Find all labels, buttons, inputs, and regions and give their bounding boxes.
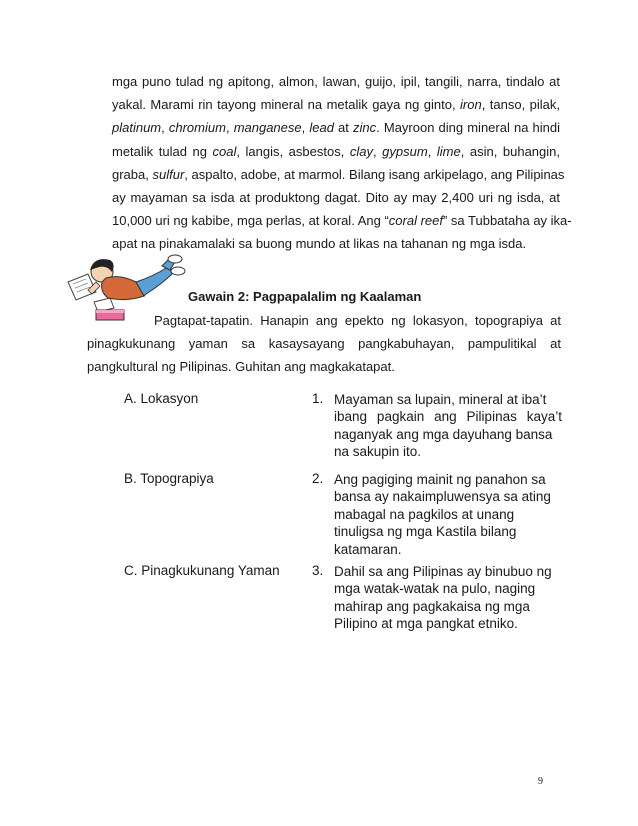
item-line: mabagal na pagkilos at unang xyxy=(334,506,515,522)
item-line: Pilipino at mga pangkat etniko. xyxy=(334,616,518,632)
item-line: Mayaman sa lupain, mineral at iba’t xyxy=(334,392,547,407)
activity-instructions xyxy=(87,309,561,378)
text-segment: 10,000 uri ng kabibe, mga perlas, at koral. Ang “ xyxy=(112,213,389,229)
italic-term: gypsum xyxy=(382,143,428,159)
paragraph-line xyxy=(112,93,560,116)
italic-term: clay xyxy=(349,143,373,159)
match-left-item-c: C. Pinagkukunang Yaman xyxy=(124,563,280,578)
item-number: 2. xyxy=(312,471,324,486)
text-segment: , xyxy=(225,120,234,136)
item-number: 1. xyxy=(312,391,324,406)
text-segment: , aspalto, adobe, at marmol. Bilang isang arkipelago, ang Pilipinas xyxy=(184,166,565,182)
item-line: katamaran. xyxy=(334,541,402,557)
text-segment: , xyxy=(372,143,383,159)
match-left-item-b: B. Topograpiya xyxy=(124,471,214,486)
paragraph-line xyxy=(112,186,560,209)
paragraph-line xyxy=(112,116,560,139)
item-line: tinuligsa ng mga Kastila bilang xyxy=(334,524,517,540)
item-line: mga watak-watak na pulo, naging xyxy=(334,581,536,597)
item-line: na sakupin ito. xyxy=(334,444,422,460)
paragraph-line xyxy=(112,209,572,232)
text-segment: ay mayaman sa isda at produktong dagat. Dito ay may 2,400 uri ng isda, at xyxy=(112,189,560,205)
italic-term: coral reef xyxy=(388,213,443,229)
italic-term: platinum xyxy=(112,120,162,136)
italic-term: manganese xyxy=(233,120,302,136)
text-segment: , asin, buhangin, xyxy=(460,143,560,159)
item-line: naganyak ang mga dayuhang bansa xyxy=(334,426,553,442)
paragraph-line xyxy=(112,70,560,93)
activity-title: Gawain 2: Pagpapalalim ng Kaalaman xyxy=(188,289,422,304)
text-segment: , xyxy=(427,143,437,159)
item-line: ibang pagkain ang Pilipinas kaya’t xyxy=(334,409,562,425)
text-segment: , langis, asbestos, xyxy=(236,143,350,159)
text-segment: , xyxy=(161,120,169,136)
page-number: 9 xyxy=(538,776,543,787)
instruction-line: Pagtapat-tapatin. Hanapin ang epekto ng lokasyon, topograpiya at xyxy=(154,313,561,328)
text-segment: at xyxy=(333,120,354,136)
italic-term: coal xyxy=(212,143,237,159)
text-segment: metalik tulad ng xyxy=(112,143,213,159)
text-segment: , xyxy=(301,120,310,136)
text-segment: yakal. Marami rin tayong mineral na metalik gaya ng ginto, xyxy=(112,97,461,113)
text-segment: mga puno tulad ng apitong, almon, lawan, guijo, ipil, tangili, narra, tindalo at xyxy=(112,74,560,89)
instruction-line: pinagkukunang yaman sa kasaysayang pangkabuhayan, pampulitikal at xyxy=(87,336,561,351)
text-segment: ” sa Tubbataha ay ika- xyxy=(442,213,572,229)
text-segment: , tanso, pilak, xyxy=(481,97,560,113)
item-line: mahirap ang pagkakaisa ng mga xyxy=(334,598,530,614)
item-line: Ang pagiging mainit ng panahon sa xyxy=(334,472,546,487)
instruction-line: pangkultural ng Pilipinas. Guhitan ang magkakatapat. xyxy=(87,359,395,374)
italic-term: iron xyxy=(460,97,482,113)
italic-term: sulfur xyxy=(152,166,185,182)
match-left-item-a: A. Lokasyon xyxy=(124,391,199,406)
italic-term: lead xyxy=(309,120,334,136)
text-segment: graba, xyxy=(112,166,153,182)
item-number: 3. xyxy=(312,563,324,578)
item-line: Dahil sa ang Pilipinas ay binubuo ng xyxy=(334,564,552,579)
paragraph-line xyxy=(112,140,560,163)
text-segment: . Mayroon ding mineral na hindi xyxy=(376,120,560,136)
italic-term: zinc xyxy=(353,120,377,136)
body-paragraph xyxy=(112,70,572,256)
text-segment: apat na pinakamalaki sa buong mundo at likas na tahanan ng mga isda. xyxy=(112,236,527,252)
italic-term: chromium xyxy=(168,120,226,136)
paragraph-line xyxy=(112,163,565,186)
italic-term: lime xyxy=(436,143,461,159)
item-line: bansa ay nakaimpluwensya sa ating xyxy=(334,489,551,505)
